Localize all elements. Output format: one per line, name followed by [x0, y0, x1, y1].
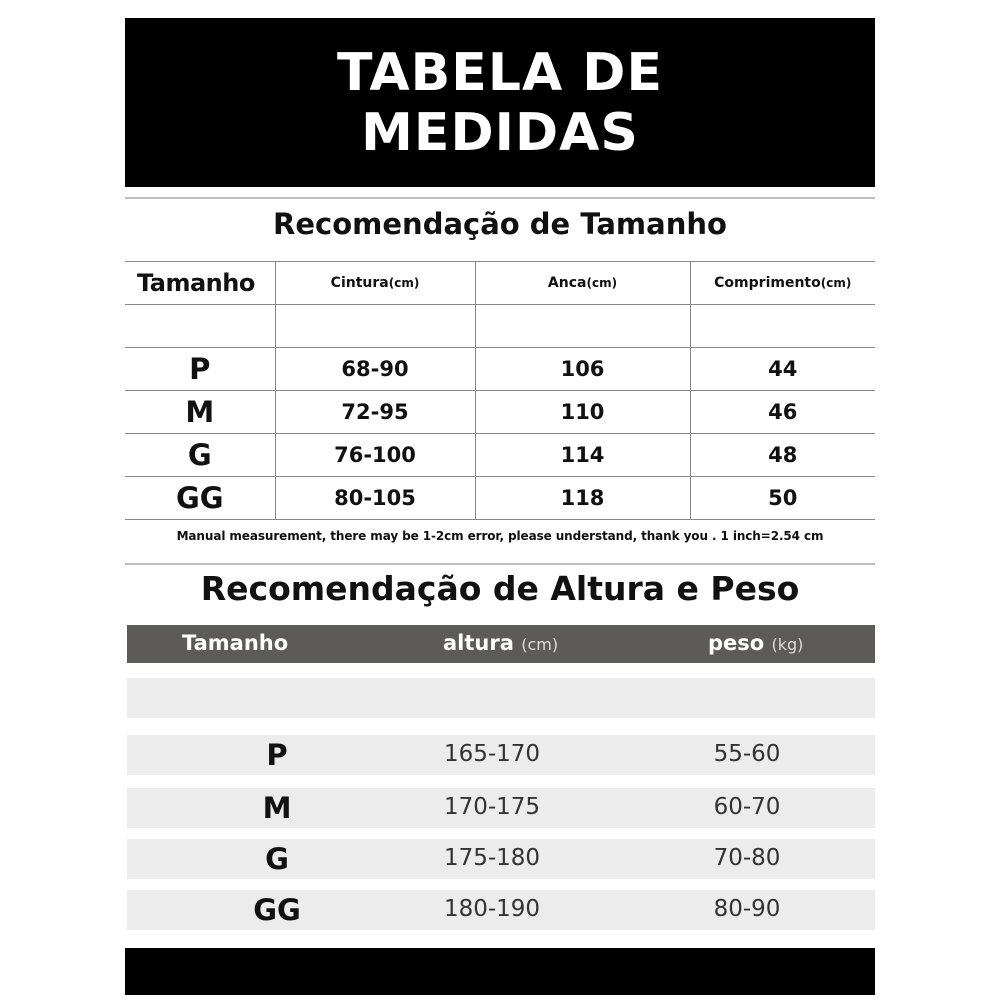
list-item [127, 735, 875, 775]
size-cell: M [262, 791, 292, 825]
altura-cell: 175-180 [443, 845, 541, 871]
header-peso-label: peso [708, 631, 765, 655]
size-cell: M [125, 391, 275, 434]
comprimento-cell: 44 [690, 348, 875, 391]
header-tamanho: Tamanho [125, 262, 275, 305]
blank-cell [690, 305, 875, 348]
table-row [125, 391, 875, 434]
list-item [127, 788, 875, 828]
header-cintura [275, 262, 475, 305]
header-cintura-label: Cintura [330, 275, 389, 291]
height-weight-blank-row [127, 678, 875, 718]
blank-cell [475, 305, 690, 348]
cintura-cell: 68-90 [275, 348, 475, 391]
table-row [125, 477, 875, 520]
comprimento-cell: 46 [690, 391, 875, 434]
header-comprimento [690, 262, 875, 305]
header-altura-unit: (cm) [521, 635, 559, 654]
cintura-cell: 72-95 [275, 391, 475, 434]
size-table [125, 261, 875, 520]
header-altura-label: altura [443, 631, 514, 655]
blank-cell [275, 305, 475, 348]
height-weight-header-row [127, 625, 875, 663]
header-anca-label: Anca [547, 275, 587, 291]
comprimento-cell: 48 [690, 434, 875, 477]
peso-cell: 55-60 [713, 741, 781, 767]
footer-bar [125, 948, 875, 995]
size-cell: G [265, 842, 289, 876]
size-cell: GG [125, 477, 275, 520]
size-cell: G [125, 434, 275, 477]
cintura-cell: 76-100 [275, 434, 475, 477]
peso-cell: 60-70 [713, 794, 781, 820]
blank-cell [125, 305, 275, 348]
measurement-note: Manual measurement, there may be 1-2cm error, please understand, thank you . 1 inch=2.54 cm [176, 529, 824, 543]
altura-cell: 180-190 [443, 896, 541, 922]
header-anca-unit: (cm) [586, 276, 618, 290]
size-recommendation-section [125, 197, 875, 565]
header-peso-unit: (kg) [771, 635, 804, 654]
size-cell: GG [253, 893, 301, 927]
size-cell: P [125, 348, 275, 391]
header-altura [443, 631, 558, 655]
anca-cell: 114 [475, 434, 690, 477]
size-table-blank-row [125, 305, 875, 348]
anca-cell: 110 [475, 391, 690, 434]
header-anca [475, 262, 690, 305]
header-comprimento-label: Comprimento [714, 275, 821, 291]
anca-cell: 106 [475, 348, 690, 391]
cintura-cell: 80-105 [275, 477, 475, 520]
title-banner [125, 18, 875, 187]
comprimento-cell: 50 [690, 477, 875, 520]
peso-cell: 70-80 [713, 845, 781, 871]
header-cintura-unit: (cm) [388, 276, 420, 290]
banner-title-line-1: TABELA DE [336, 42, 663, 103]
banner-title-line-2: MEDIDAS [361, 102, 639, 163]
header-tamanho-2: Tamanho [182, 631, 289, 655]
anca-cell: 118 [475, 477, 690, 520]
height-weight-title: Recomendação de Altura e Peso [200, 569, 800, 608]
size-table-title: Recomendação de Tamanho [273, 207, 727, 241]
table-row [125, 434, 875, 477]
size-cell: P [266, 738, 288, 772]
list-item [127, 890, 875, 930]
peso-cell: 80-90 [713, 896, 781, 922]
altura-cell: 165-170 [443, 741, 541, 767]
size-table-header-row [125, 262, 875, 305]
altura-cell: 170-175 [443, 794, 541, 820]
header-peso [708, 631, 803, 655]
header-comprimento-unit: (cm) [820, 276, 852, 290]
table-row [125, 348, 875, 391]
list-item [127, 839, 875, 879]
